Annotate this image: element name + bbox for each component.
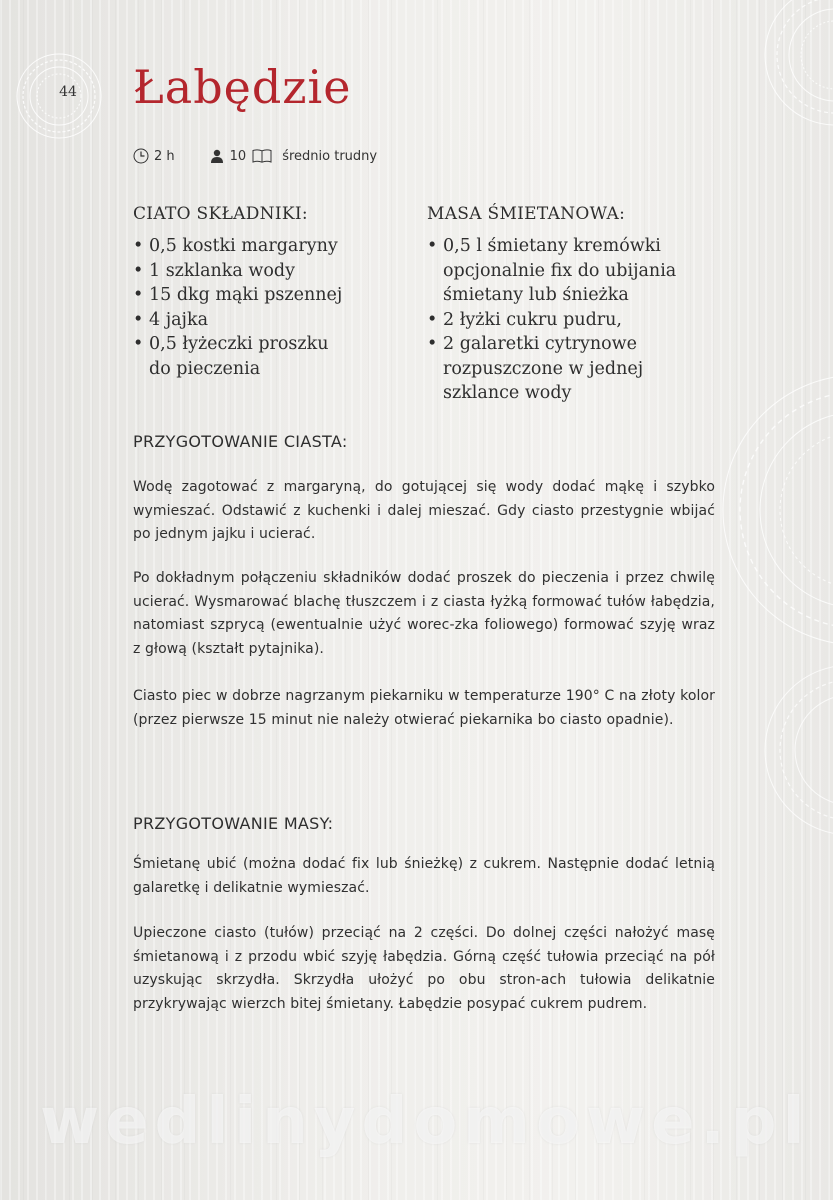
ingredients-dough-heading: CIATO SKŁADNIKI: xyxy=(133,204,308,224)
servings-value: 10 xyxy=(229,148,247,164)
ingredients-dough-list xyxy=(133,234,395,381)
person-icon xyxy=(209,148,225,164)
doily-top-right-decoration xyxy=(760,0,833,150)
list-item: • 0,5 kostki margaryny xyxy=(133,234,395,259)
preparation-dough-paragraph-2: Po dokładnym połączeniu składników dodać proszek do pieczenia i przez chwilę ucierać. Wysmarować blachę tłuszczem i z ciasta łyżką formować tułów łabędzia, natomiast szprycą (ewentualnie użyć worec-zka foliowego) formować szyję wraz z głową (kształt pytajnika). xyxy=(133,570,715,657)
watermark-text: wedlinydomowe.pl xyxy=(40,1085,811,1159)
list-item: • 2 galaretki cytrynowe rozpuszczone w jednej szklance wody xyxy=(427,332,675,406)
page-number: 44 xyxy=(59,84,77,100)
doily-right-middle-decoration xyxy=(718,360,833,660)
preparation-cream-paragraph-1: Śmietanę ubić (można dodać fix lub śnieżkę) z cukrem. Następnie dodać letnią galaretkę i delikatnie wymieszać. xyxy=(133,856,715,896)
preparation-dough-paragraph-3: Ciasto piec w dobrze nagrzanym piekarniku w temperaturze 190° C na złoty kolor (przez pierwsze 15 minut nie należy otwierać piekarnika bo ciasto opadnie). xyxy=(133,688,715,728)
recipe-meta xyxy=(133,146,377,166)
list-item: • 1 szklanka wody xyxy=(133,259,395,284)
list-item: • 0,5 l śmietany kremówki opcjonalnie fix do ubijania śmietany lub śnieżka xyxy=(427,234,698,308)
list-item: • 4 jajka xyxy=(133,308,395,333)
meta-time xyxy=(133,148,175,164)
preparation-cream-paragraph-2: Upieczone ciasto (tułów) przeciąć na 2 części. Do dolnej części nałożyć masę śmietanową i z przodu wbić szyję łabędzia. Górną część tułowia przeciąć na pół uzyskując skrzydła. Skrzydła ułożyć po obu stron-ach tułowia delikatnie przykrywając wierzch bitej śmietany. Łabędzie posypać cukrem pudrem. xyxy=(133,925,715,1012)
ingredients-cream-heading: MASA ŚMIETANOWA: xyxy=(427,204,626,224)
preparation-cream-heading: PRZYGOTOWANIE MASY: xyxy=(133,814,334,833)
meta-servings xyxy=(209,148,247,164)
preparation-dough-paragraph-1: Wodę zagotować z margaryną, do gotującej się wody dodać mąkę i szybko wymieszać. Odstawić z kuchenki i dalej mieszać. Gdy ciasto przestygnie wbijać po jednym jajku i ucierać. xyxy=(133,479,715,542)
meta-difficulty xyxy=(252,148,377,164)
difficulty-value: średnio trudny xyxy=(282,148,378,164)
recipe-title: Łabędzie xyxy=(133,60,352,114)
time-value: 2 h xyxy=(154,148,175,164)
clock-icon xyxy=(133,148,149,164)
book-icon xyxy=(252,148,272,164)
doily-right-lower-decoration xyxy=(740,660,833,840)
list-item: • 0,5 łyżeczki proszku do pieczenia xyxy=(133,332,355,381)
list-item: • 15 dkg mąki pszennej xyxy=(133,283,395,308)
ingredients-cream-list xyxy=(427,234,697,406)
list-item: • 2 łyżki cukru pudru, xyxy=(427,308,697,333)
preparation-dough-heading: PRZYGOTOWANIE CIASTA: xyxy=(133,432,348,451)
